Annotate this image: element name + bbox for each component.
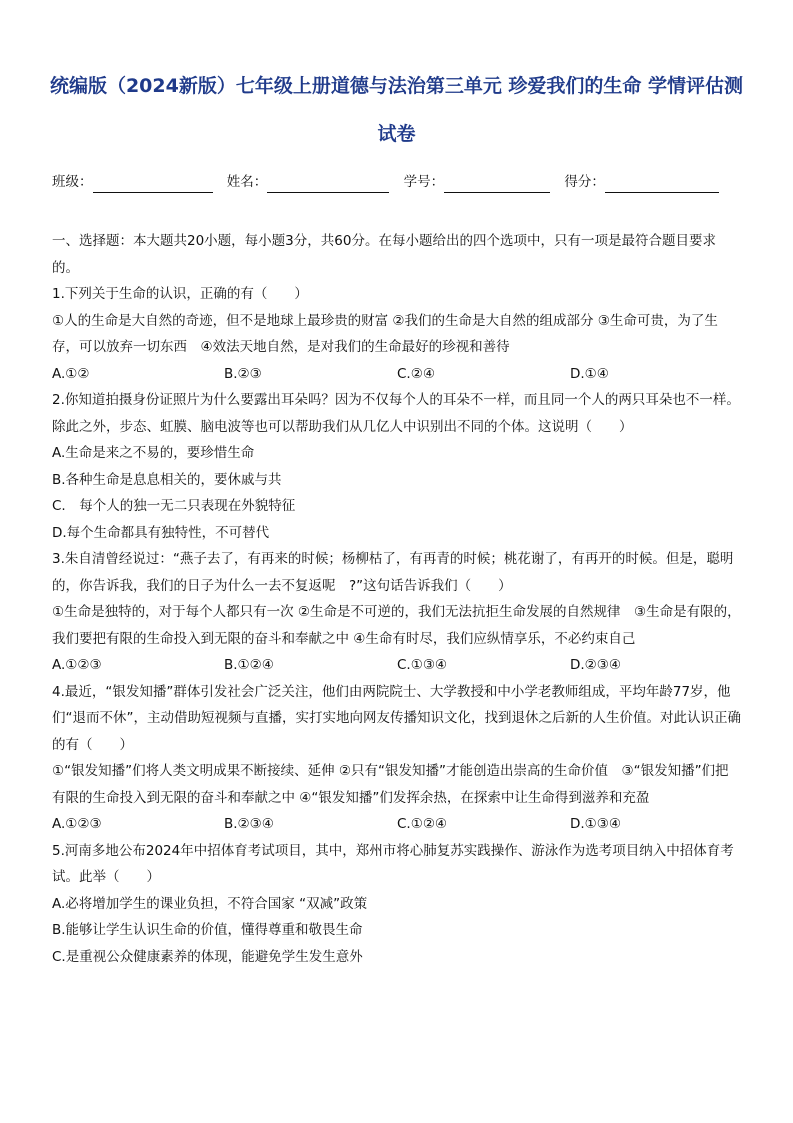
question-3-statements: ①生命是独特的，对于每个人都只有一次 ②生命是不可逆的，我们无法抗拒生命发展的自然规律 ③生命是有限的，我们要把有限的生命投入到无限的奋斗和奉献之中 ④生命有时尽，我们应纵情享乐，不必约束自己 bbox=[52, 604, 741, 647]
option-a[interactable]: A.①②③ bbox=[52, 816, 102, 832]
option-a[interactable]: A.①②③ bbox=[52, 657, 102, 673]
question-5-stem: 5.河南多地公布2024年中招体育考试项目，其中，郑州市将心肺复苏实践操作、游泳作为选考项目纳入中招体育考试。此举（ ） bbox=[52, 842, 734, 885]
question-3-stem: 3.朱自清曾经说过：“燕子去了，有再来的时候；杨柳枯了，有再青的时候；桃花谢了，有再开的时候。但是，聪明的，你告诉我，我们的日子为什么一去不复返呢 ?”这句话告诉我们（ ） bbox=[52, 551, 734, 594]
name-blank[interactable] bbox=[267, 177, 389, 193]
option-b[interactable]: B.各种生命是息息相关的，要休戚与共 bbox=[52, 471, 282, 488]
option-b[interactable]: B.能够让学生认识生命的价值，懂得尊重和敬畏生命 bbox=[52, 922, 363, 938]
option-d[interactable]: D.①③④ bbox=[570, 816, 621, 832]
name-label: 姓名： bbox=[226, 174, 268, 190]
option-c[interactable]: C.②④ bbox=[397, 365, 435, 382]
title-line-2: 试卷 bbox=[377, 123, 416, 145]
exam-title bbox=[40, 62, 753, 158]
title-line-1: 统编版（2024新版）七年级上册道德与法治第三单元 珍爱我们的生命 学情评估测 bbox=[49, 75, 744, 97]
question-2-stem: 2.你知道拍摄身份证照片为什么要露出耳朵吗？因为不仅每个人的耳朵不一样，而且同一个人的两只耳朵也不一样。除此之外，步态、虹膜、脑电波等也可以帮助我们从几亿人中识别出不同的个体。这说明（ ） bbox=[52, 392, 740, 435]
option-b[interactable]: B.①②④ bbox=[224, 657, 274, 673]
student-info-line bbox=[52, 171, 742, 193]
option-d[interactable]: D.②③④ bbox=[570, 657, 621, 673]
question-3-options bbox=[52, 652, 742, 679]
question-1-statements: ①人的生命是大自然的奇迹，但不是地球上最珍贵的财富 ②我们的生命是大自然的组成部分 ③生命可贵，为了生存，可以放弃一切东西 ④效法天地自然，是对我们的生命最好的珍视和善待 bbox=[52, 312, 718, 355]
option-c[interactable]: C.①③④ bbox=[397, 657, 448, 673]
question-4-stem: 4.最近，“银发知播”群体引发社会广泛关注，他们由两院院士、大学教授和中小学老教师组成，平均年龄77岁，他们“退而不休”，主动借助短视频与直播，实打实地向网友传播知识文化，找到退休之后新的人生价值。对此认识正确的有（ ） bbox=[52, 683, 741, 753]
question-1-options bbox=[52, 361, 742, 388]
option-d[interactable]: D.①④ bbox=[570, 365, 609, 382]
option-d[interactable]: D.每个生命都具有独特性，不可替代 bbox=[52, 524, 270, 541]
class-blank[interactable] bbox=[93, 177, 213, 193]
option-c[interactable]: C.是重视公众健康素养的体现，能避免学生发生意外 bbox=[52, 948, 363, 965]
option-c[interactable]: C.①②④ bbox=[397, 816, 448, 832]
option-b[interactable]: B.②③④ bbox=[224, 816, 274, 832]
question-1-stem: 1.下列关于生命的认识，正确的有（ ） bbox=[52, 286, 308, 302]
option-a[interactable]: A.①② bbox=[52, 365, 90, 382]
exam-body bbox=[52, 228, 742, 970]
option-c[interactable]: C. 每个人的独一无二只表现在外貌特征 bbox=[52, 498, 296, 514]
id-blank[interactable] bbox=[444, 177, 550, 193]
option-a[interactable]: A.生命是来之不易的，要珍惜生命 bbox=[52, 445, 255, 461]
score-blank[interactable] bbox=[605, 177, 719, 193]
section-intro: 一、选择题：本大题共20小题，每小题3分，共60分。在每小题给出的四个选项中，只有一项是最符合题目要求的。 bbox=[52, 233, 716, 276]
question-4-statements: ①“银发知播”们将人类文明成果不断接续、延伸 ②只有“银发知播”才能创造出崇高的生命价值 ③“银发知播”们把有限的生命投入到无限的奋斗和奉献之中 ④“银发知播”们发挥余热，在探索中让生命得到滋养和充盈 bbox=[52, 763, 729, 806]
score-label: 得分： bbox=[564, 174, 605, 190]
option-a[interactable]: A.必将增加学生的课业负担，不符合国家 “双减”政策 bbox=[52, 895, 368, 912]
id-label: 学号： bbox=[403, 174, 445, 190]
class-label: 班级： bbox=[52, 174, 93, 190]
question-4-options bbox=[52, 811, 742, 838]
option-b[interactable]: B.②③ bbox=[224, 365, 262, 382]
